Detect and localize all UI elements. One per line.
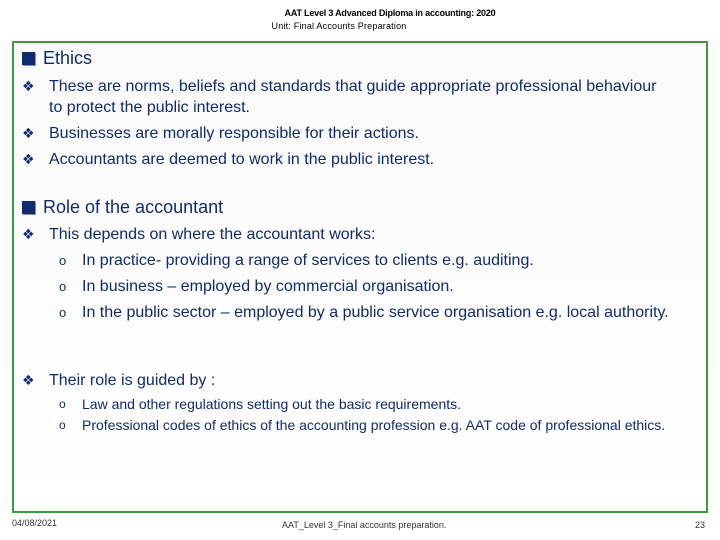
circle-bullet-icon: o — [59, 397, 66, 411]
role-guide-sub-2 — [57, 415, 707, 436]
footer-page-number: 23 — [695, 520, 706, 530]
circle-bullet-icon: o — [59, 253, 67, 268]
section-title-text: Role of the accountant — [43, 197, 224, 217]
bullet-text: Their role is guided by : — [49, 372, 216, 389]
role-guide-sub-1 — [57, 394, 707, 415]
role-bullet-2 — [22, 370, 662, 391]
sub-text: Law and other regulations setting out the basic requirements. — [82, 396, 462, 412]
bullet-text: Accountants are deemed to work in the public interest. — [49, 151, 435, 168]
diamond-bullet-icon: ❖ — [22, 125, 35, 141]
footer-center: AAT_Level 3_Final accounts preparation. — [282, 520, 447, 530]
sub-text: In practice- providing a range of services to clients e.g. auditing. — [82, 252, 534, 269]
role-bullet-1 — [22, 224, 662, 245]
diamond-bullet-icon: ❖ — [22, 372, 35, 388]
header-subtitle: Unit: Final Accounts Preparation — [271, 21, 407, 31]
bullet-text: Businesses are morally responsible for their actions. — [49, 125, 419, 142]
square-bullet-icon — [22, 201, 35, 214]
footer-date: 04/08/2021 — [12, 518, 58, 528]
circle-bullet-icon: o — [59, 418, 66, 432]
section-title-text: Ethics — [43, 48, 93, 68]
diamond-bullet-icon: ❖ — [22, 226, 35, 242]
section-title-ethics — [22, 48, 92, 69]
diamond-bullet-icon: ❖ — [22, 151, 35, 167]
role-sub-2 — [57, 276, 687, 297]
diamond-bullet-icon: ❖ — [22, 78, 35, 94]
bullet-text: This depends on where the accountant works: — [49, 226, 376, 243]
ethics-bullet-2 — [22, 123, 662, 144]
sub-text: In business – employed by commercial organisation. — [82, 278, 454, 295]
section-title-role — [22, 197, 223, 218]
circle-bullet-icon: o — [59, 305, 67, 320]
ethics-bullet-3 — [22, 149, 662, 170]
role-sub-3 — [57, 302, 677, 323]
header-title: AAT Level 3 Advanced Diploma in accounting: 2020 — [284, 8, 496, 18]
bullet-text: These are norms, beliefs and standards that guide appropriate professional behaviour to protect the public interest. — [49, 78, 657, 116]
role-sub-1 — [57, 250, 687, 271]
circle-bullet-icon: o — [59, 279, 67, 294]
sub-text: Professional codes of ethics of the accounting profession e.g. AAT code of professional ethics. — [82, 417, 666, 433]
sub-text: In the public sector – employed by a public service organisation e.g. local authority. — [82, 304, 669, 321]
square-bullet-icon — [22, 52, 35, 65]
ethics-bullet-1 — [22, 76, 662, 118]
